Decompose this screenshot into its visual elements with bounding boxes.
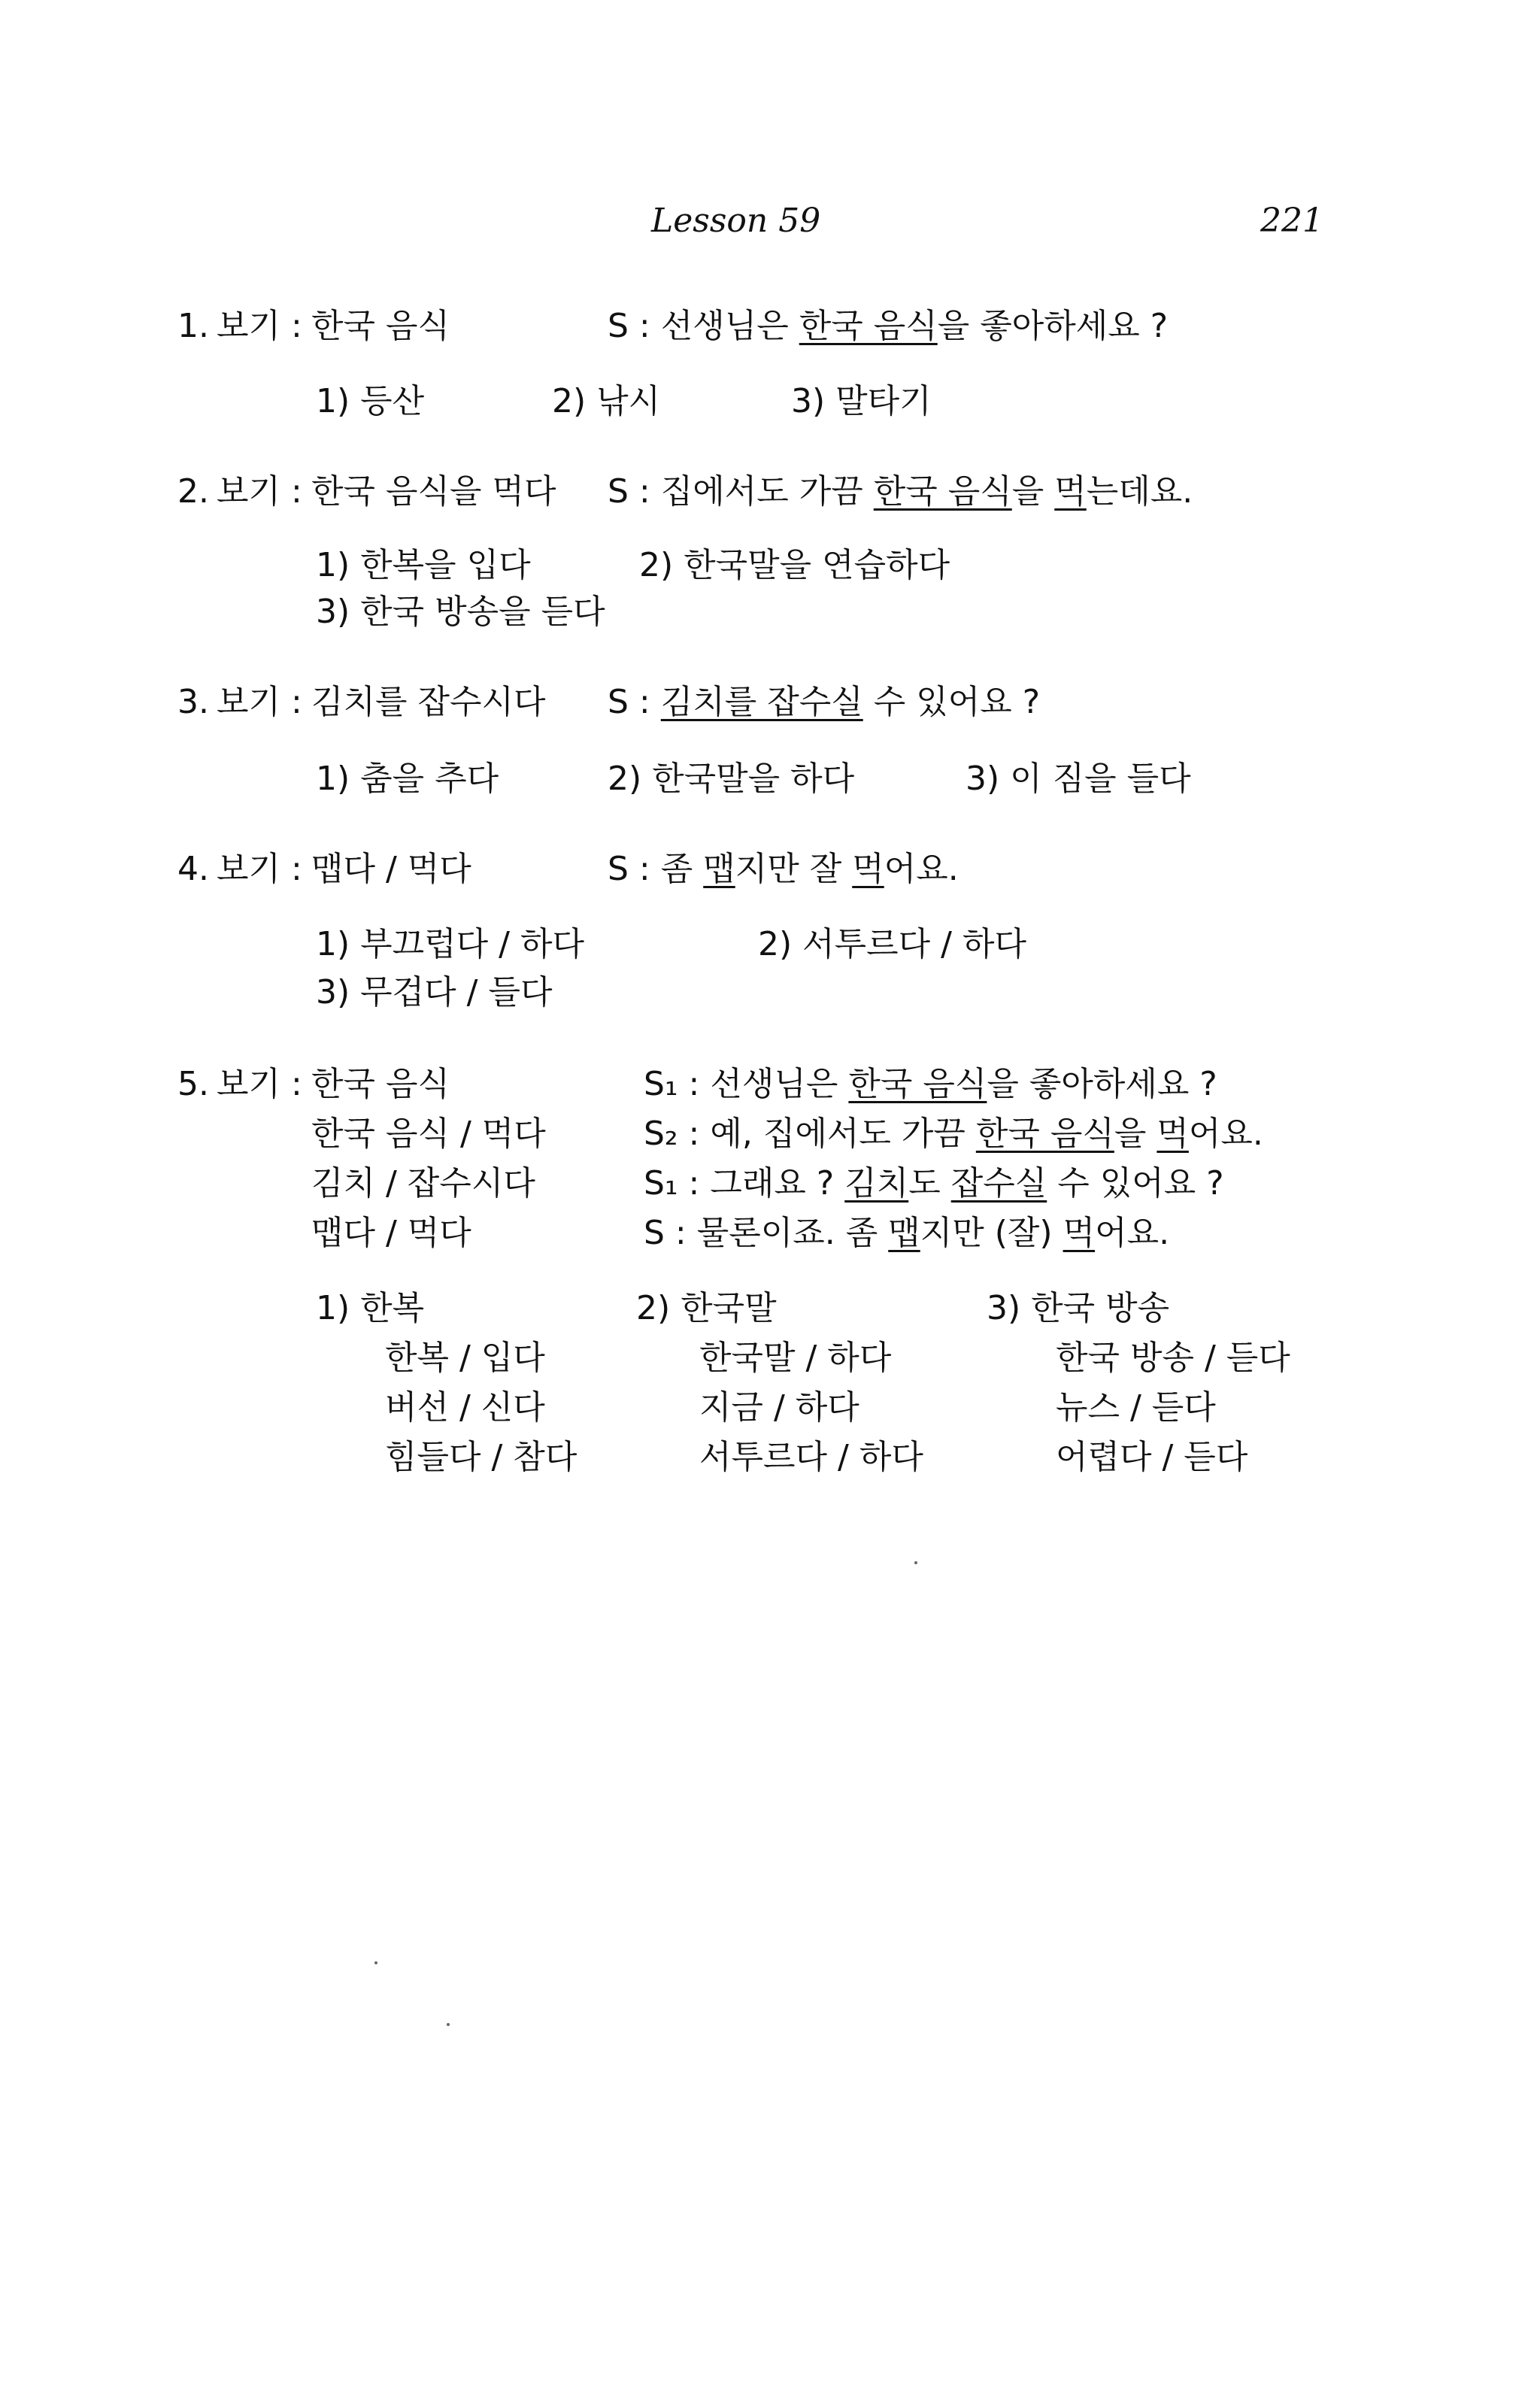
example-word: 한국 음식을 먹다 [311, 472, 556, 511]
option-1: 1) 부끄럽다 / 하다 [316, 925, 584, 963]
option-2-item: 서투르다 / 하다 [699, 1438, 923, 1476]
exercise-number: 4. [177, 850, 209, 888]
example-word: 맵다 / 먹다 [311, 1214, 471, 1252]
dialogue-line-4: S : 물론이죠. 좀 맵지만 (잘) 먹어요. [644, 1214, 1170, 1252]
option-1: 1) 한복을 입다 [316, 546, 531, 584]
option-3-item: 뉴스 / 듣다 [1056, 1388, 1216, 1427]
page-number: 221 [1260, 202, 1323, 240]
example-word: 김치 / 잡수시다 [311, 1164, 535, 1203]
model-sentence: S : 집에서도 가끔 한국 음식을 먹는데요. [608, 472, 1193, 511]
dialogue-line-1: S₁ : 선생님은 한국 음식을 좋아하세요 ? [644, 1065, 1217, 1103]
option-1-title: 1) 한복 [316, 1289, 425, 1327]
scan-speck [374, 1961, 377, 1964]
model-sentence: S : 김치를 잡수실 수 있어요 ? [608, 683, 1041, 721]
option-3-item: 어렵다 / 듣다 [1056, 1438, 1248, 1476]
option-3-item: 한국 방송 / 듣다 [1056, 1339, 1290, 1377]
option-3-title: 3) 한국 방송 [987, 1289, 1170, 1327]
exercise-number: 5. [177, 1065, 209, 1103]
example-label: 보기 : [217, 683, 302, 721]
option-2: 2) 한국말을 하다 [608, 760, 855, 798]
option-3: 3) 이 짐을 들다 [966, 760, 1191, 798]
option-1: 1) 춤을 추다 [316, 760, 499, 798]
dialogue-line-2: S₂ : 예, 집에서도 가끔 한국 음식을 먹어요. [644, 1115, 1263, 1153]
exercise-number: 1. [177, 307, 209, 345]
option-1-item: 버선 / 신다 [385, 1388, 545, 1427]
option-2-item: 한국말 / 하다 [699, 1339, 892, 1377]
example-label: 보기 : [217, 307, 302, 345]
option-3: 3) 무겁다 / 들다 [316, 973, 553, 1012]
example-word: 맵다 / 먹다 [311, 850, 471, 888]
option-2: 2) 낚시 [552, 382, 661, 420]
option-2-title: 2) 한국말 [636, 1289, 777, 1327]
option-1: 1) 등산 [316, 382, 425, 420]
option-3: 3) 말타기 [791, 382, 932, 420]
option-3: 3) 한국 방송을 듣다 [316, 593, 605, 631]
example-label: 보기 : [217, 850, 302, 888]
example-word: 한국 음식 / 먹다 [311, 1115, 546, 1153]
scan-speck [914, 1561, 917, 1564]
dialogue-line-3: S₁ : 그래요 ? 김치도 잡수실 수 있어요 ? [644, 1164, 1224, 1203]
example-word: 김치를 잡수시다 [311, 683, 546, 721]
exercise-number: 3. [177, 683, 209, 721]
model-sentence: S : 좀 맵지만 잘 먹어요. [608, 850, 959, 888]
option-2-item: 지금 / 하다 [699, 1388, 859, 1427]
option-1-item: 힘들다 / 참다 [385, 1438, 578, 1476]
example-word: 한국 음식 [311, 307, 450, 345]
scan-speck [447, 2023, 450, 2026]
example-label: 보기 : [217, 472, 302, 511]
exercise-number: 2. [177, 472, 209, 511]
example-label: 보기 : [217, 1065, 302, 1103]
option-1-item: 한복 / 입다 [385, 1339, 545, 1377]
example-word: 한국 음식 [311, 1065, 450, 1103]
option-2: 2) 한국말을 연습하다 [639, 546, 950, 584]
model-sentence: S : 선생님은 한국 음식을 좋아하세요 ? [608, 307, 1169, 345]
option-2: 2) 서투르다 / 하다 [758, 925, 1026, 963]
lesson-title: Lesson 59 [651, 202, 821, 240]
